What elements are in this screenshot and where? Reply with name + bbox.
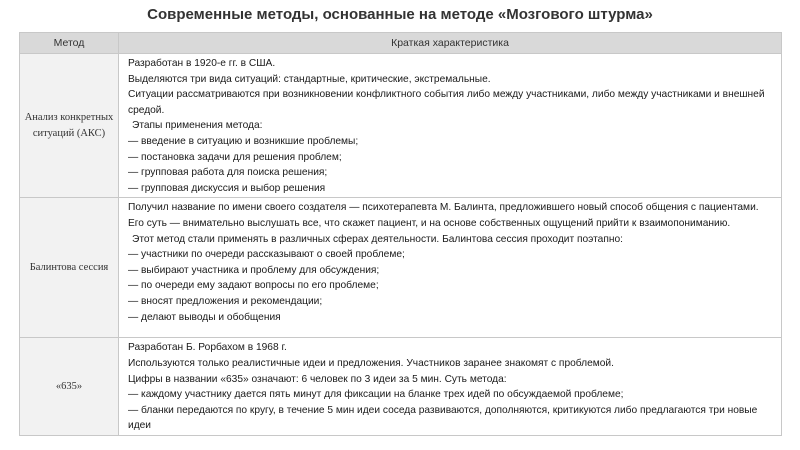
method-name-cell: «635» xyxy=(20,338,119,436)
description-cell xyxy=(119,198,782,338)
description-line: — групповая дискуссия и выбор решения xyxy=(128,182,326,194)
description-line: — по очереди ему задают вопросы по его проблеме; xyxy=(128,280,379,292)
description-line: Получил название по имени своего создателя — психотерапевта М. Балинта, предложившего новый способ общения с пациентами. Его суть — внимательно выслушать все, что скажет пациент, и на основе собственных ощущений прийти к взаимопониманию. xyxy=(128,202,759,229)
table-row xyxy=(20,198,782,338)
description-line: Выделяются три вида ситуаций: стандартные, критические, экстремальные. xyxy=(128,73,491,85)
description-line: — постановка задачи для решения проблем; xyxy=(128,151,342,163)
page-title: Современные методы, основанные на методе «Мозгового штурма» xyxy=(147,6,653,23)
description-line: — выбирают участника и проблему для обсуждения; xyxy=(128,264,380,276)
description-line: — участники по очереди рассказывают о своей проблеме; xyxy=(128,249,405,261)
description-line: — групповая работа для поиска решения; xyxy=(128,167,328,179)
description-line: — делают выводы и обобщения xyxy=(128,311,281,323)
description-line: Этот метод стали применять в различных сферах деятельности. Балинтова сессия проходит поэтапно: xyxy=(132,233,623,245)
method-name-cell: Балинтова сессия xyxy=(20,198,119,338)
table-row xyxy=(20,338,782,436)
method-name-cell: Анализ конкретных ситуаций (АКС) xyxy=(20,54,119,198)
description-cell xyxy=(119,338,782,436)
description-line: Ситуации рассматриваются при возникновении конфликтного события либо между участниками, либо между участниками и внешней средой. xyxy=(128,89,765,116)
description-cell xyxy=(119,54,782,198)
description-line: — вносят предложения и рекомендации; xyxy=(128,295,323,307)
description-line: Используются только реалистичные идеи и предложения. Участников заранее знакомят с проблемой. xyxy=(128,357,614,369)
description-line: Цифры в названии «635» означают: 6 человек по 3 идеи за 5 мин. Суть метода: xyxy=(128,373,507,385)
description-line: Разработан в 1920-е гг. в США. xyxy=(128,58,276,69)
description-line: — каждому участнику дается пять минут для фиксации на бланке трех идей по обсуждаемой проблеме; xyxy=(128,389,624,401)
description-line: — введение в ситуацию и возникшие проблемы; xyxy=(128,135,359,147)
methods-table xyxy=(19,32,782,436)
table-row xyxy=(20,54,782,198)
column-header-description: Краткая характеристика xyxy=(119,33,782,54)
column-header-method: Метод xyxy=(20,33,119,54)
table-header-row xyxy=(20,33,782,54)
description-line: Этапы применения метода: xyxy=(132,120,263,132)
description-line: Разработан Б. Рорбахом в 1968 г. xyxy=(128,342,287,354)
description-line: — бланки передаются по кругу, в течение 5 мин идеи соседа развиваются, дополняются, критикуются либо предлагаются три новые идеи xyxy=(128,404,758,432)
